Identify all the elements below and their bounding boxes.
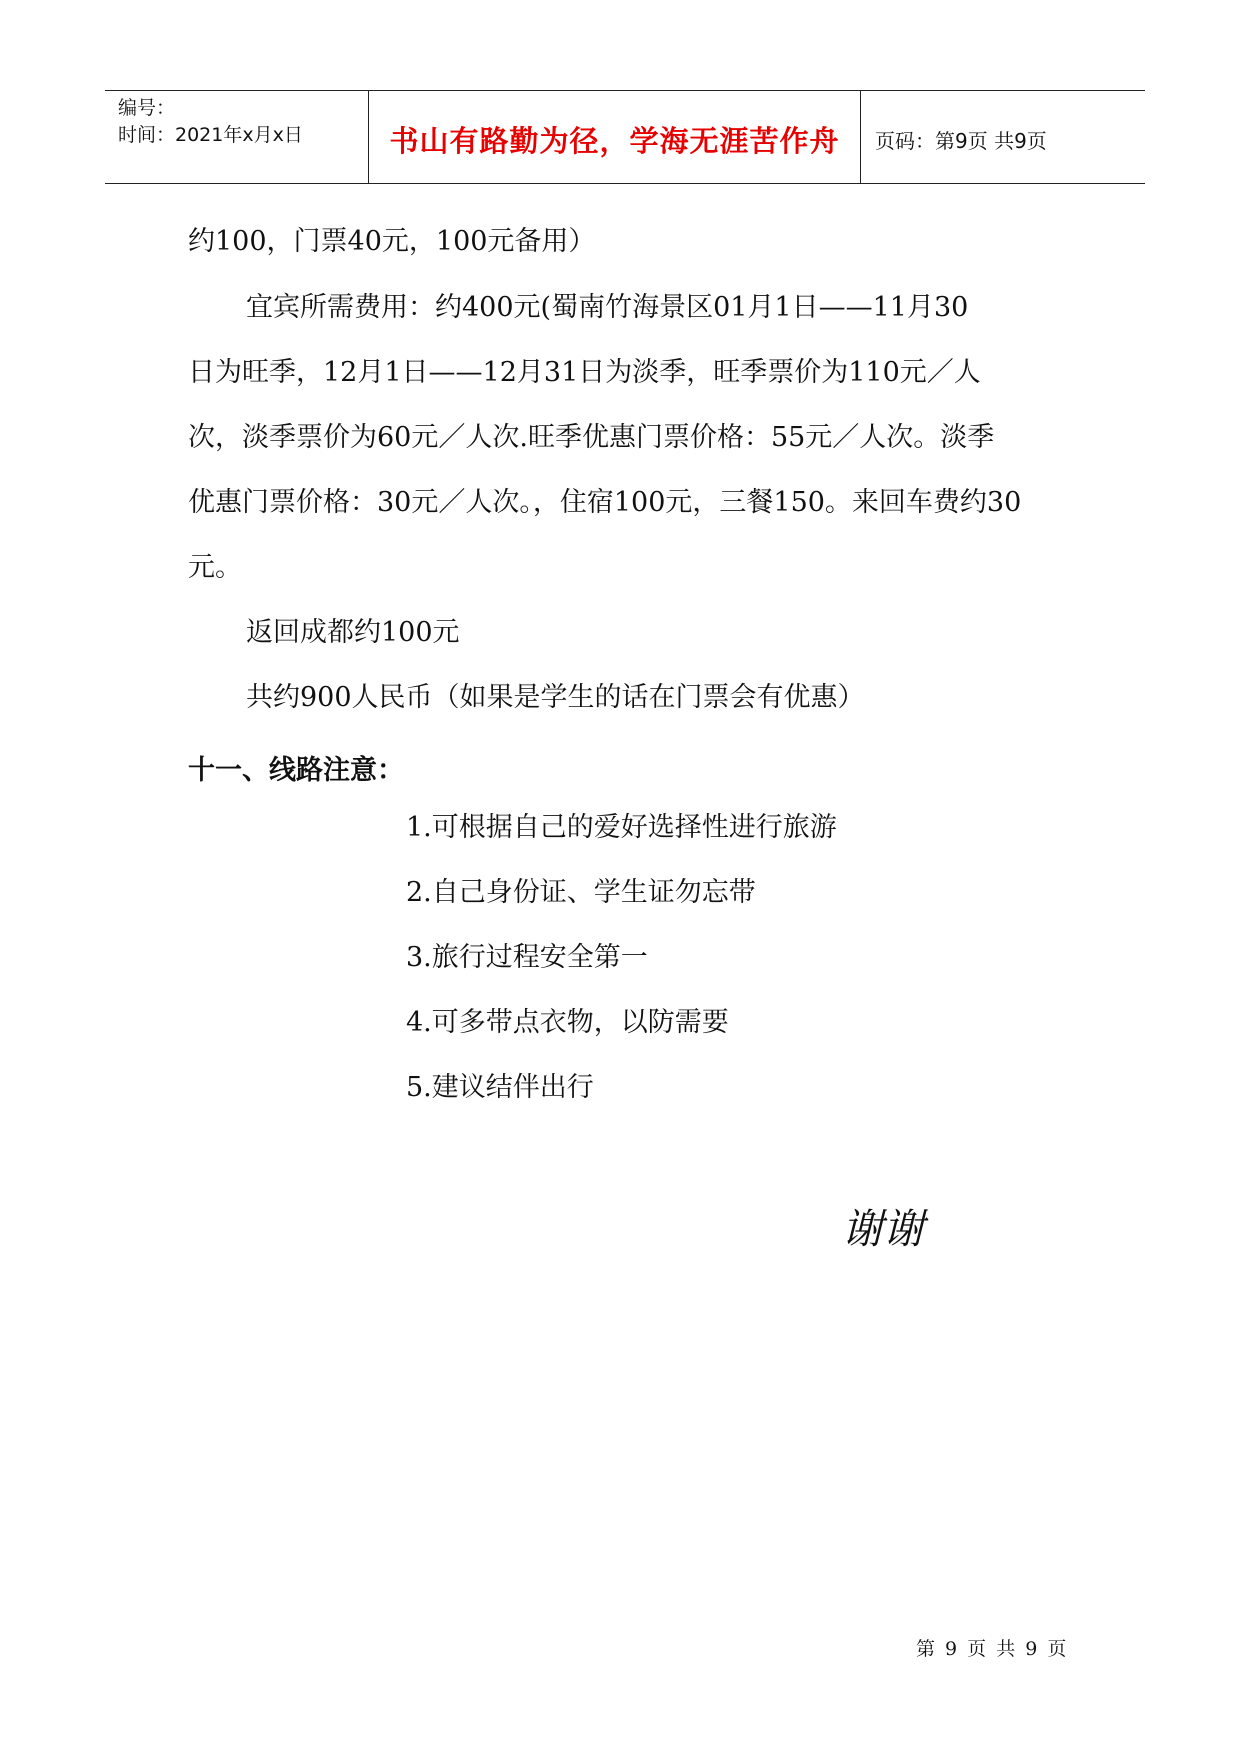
- time-label: 时间：2021年x月x日: [118, 124, 303, 146]
- continuation-line: 约100，门票40元，100元备用）: [188, 226, 596, 257]
- return-cost: 返回成都约100元: [246, 617, 460, 648]
- header-page-number: 页码：第9页 共9页: [875, 128, 1047, 153]
- page-footer: 第 9 页 共 9 页: [916, 1638, 1067, 1660]
- section-heading: 十一、线路注意：: [188, 755, 404, 786]
- yibin-line-1: 宜宾所需费用：约400元(蜀南竹海景区01月1日——11月30: [246, 292, 969, 323]
- yibin-line-4: 优惠门票价格：30元／人次。，住宿100元，三餐150。来回车费约30: [188, 487, 1022, 518]
- list-item: 4.可多带点衣物，以防需要: [406, 1007, 729, 1038]
- notes-list: [406, 808, 837, 1133]
- yibin-line-2: 日为旺季，12月1日——12月31日为淡季，旺季票价为110元／人: [188, 357, 981, 388]
- closing-thanks: 谢谢: [842, 1205, 924, 1253]
- header-motto: 书山有路勤为径，学海无涯苦作舟: [369, 91, 861, 183]
- header-meta: [105, 91, 369, 183]
- list-item: 2.自己身份证、学生证勿忘带: [406, 877, 756, 908]
- page-header: [105, 90, 1145, 184]
- yibin-line-5: 元。: [188, 552, 242, 583]
- list-item: 1.可根据自己的爱好选择性进行旅游: [406, 812, 837, 843]
- list-item: 5.建议结伴出行: [406, 1072, 594, 1103]
- list-item: 3.旅行过程安全第一: [406, 942, 648, 973]
- total-cost: 共约900人民币（如果是学生的话在门票会有优惠）: [246, 682, 865, 713]
- yibin-line-3: 次，淡季票价为60元／人次.旺季优惠门票价格：55元／人次。淡季: [188, 422, 995, 453]
- number-label: 编号：: [118, 97, 176, 119]
